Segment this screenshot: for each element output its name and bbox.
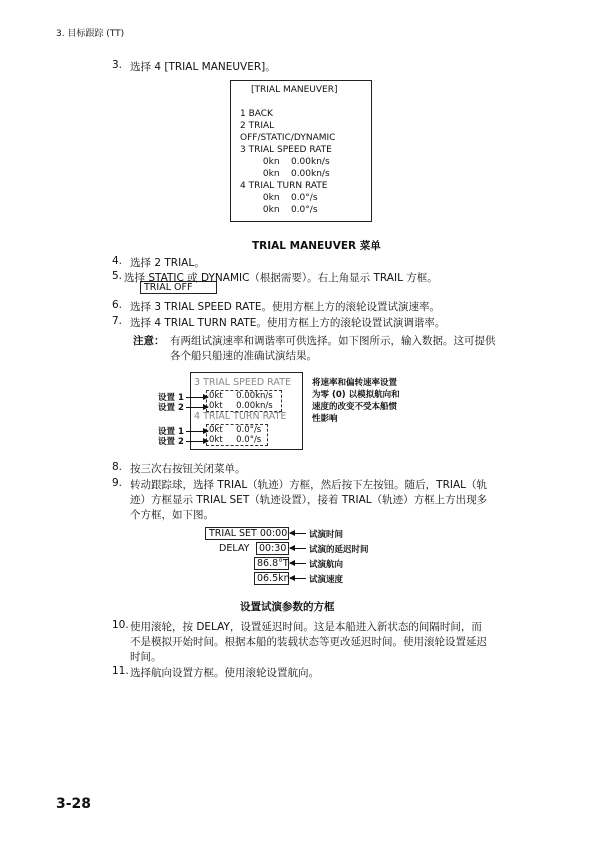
step-8-number: 8. xyxy=(112,461,123,473)
step-5-text: 选择 STATIC 或 DYNAMIC（根据需要）。右上角显示 TRAIL 方框。 xyxy=(124,272,438,284)
label-set2-turn: 设置 2 xyxy=(158,437,184,447)
arrow-set1-turn xyxy=(186,431,208,432)
label-trial-delay: 试演的延迟时间 xyxy=(309,545,369,555)
fig-note-line-3: 速度的改变不受本船惯 xyxy=(312,402,398,412)
trial-maneuver-menu xyxy=(230,80,372,222)
step-6-number: 6. xyxy=(112,299,123,311)
menu-item-turn-rate: 4 TRIAL TURN RATE xyxy=(240,181,328,191)
menu-title: [TRIAL MANEUVER] xyxy=(251,85,338,95)
step-9-line-3: 个方框，如下图。 xyxy=(130,509,214,521)
arrow-speed xyxy=(290,578,306,579)
arrow-set2-speed xyxy=(186,407,208,408)
course-box: 86.8°T xyxy=(254,557,289,570)
label-trial-speed: 试演速度 xyxy=(309,575,344,585)
step-10-line-3: 时间。 xyxy=(130,651,162,663)
step-3-text: 选择 4 [TRIAL MANEUVER]。 xyxy=(130,61,276,73)
turn-row-2: 0kt 0.0°/s xyxy=(209,435,262,445)
note-line-1: 有两组试演速率和调谐率可供选择。如下图所示，输入数据。这可提供 xyxy=(170,335,496,347)
arrow-delay xyxy=(290,548,306,549)
fig-turn-title: 4 TRIAL TURN RATE xyxy=(194,411,287,422)
step-4-text: 选择 2 TRIAL。 xyxy=(130,257,205,269)
step-8-text: 按三次右按钮关闭菜单。 xyxy=(130,463,246,475)
fig2-caption: 设置试演参数的方框 xyxy=(240,601,335,613)
delay-box: 00:30 xyxy=(256,542,289,555)
step-11-text: 选择航向设置方框。使用滚轮设置航向。 xyxy=(130,667,319,679)
fig-note-line-4: 性影响 xyxy=(312,414,338,424)
menu-speed-row-2: 0kn 0.00kn/s xyxy=(240,169,330,179)
speed-row-1: 0kt 0.00kn/s xyxy=(209,391,273,401)
step-10-line-2: 不是模拟开始时间。根据本船的装载状态等更改延迟时间。使用滚轮设置延迟 xyxy=(130,636,487,648)
label-set1-turn: 设置 1 xyxy=(158,427,184,437)
step-6-text: 选择 3 TRIAL SPEED RATE。使用方框上方的滚轮设置试演速率。 xyxy=(130,301,441,313)
label-set2-speed: 设置 2 xyxy=(158,403,184,413)
menu-item-back: 1 BACK xyxy=(240,109,273,119)
menu-caption: TRIAL MANEUVER 菜单 xyxy=(252,240,381,252)
step-7-number: 7. xyxy=(112,315,123,327)
step-10-number: 10. xyxy=(112,619,129,631)
fig-speed-title: 3 TRIAL SPEED RATE xyxy=(194,377,291,388)
note-label: 注意： xyxy=(133,335,165,347)
step-9-number: 9. xyxy=(112,477,123,489)
arrow-set2-turn xyxy=(186,441,208,442)
menu-item-trial: 2 TRIAL xyxy=(240,121,275,131)
step-4-number: 4. xyxy=(112,255,123,267)
trial-off-box: TRIAL OFF xyxy=(140,281,217,294)
turn-row-1: 0kt 0.0°/s xyxy=(209,425,262,435)
menu-turn-row-2: 0kn 0.0°/s xyxy=(240,205,318,215)
arrow-course xyxy=(290,563,306,564)
step-5-number: 5. xyxy=(112,270,123,282)
menu-item-speed-rate: 3 TRIAL SPEED RATE xyxy=(240,145,332,155)
menu-speed-row-1: 0kn 0.00kn/s xyxy=(240,157,330,167)
speed-row-2: 0kt 0.00kn/s xyxy=(209,401,273,411)
speed-box: 06.5kn xyxy=(254,572,289,585)
label-trial-course: 试演航向 xyxy=(309,560,344,570)
arrow-set1-speed xyxy=(186,397,208,398)
menu-item-trial-options: OFF/STATIC/DYNAMIC xyxy=(240,133,336,143)
step-10-line-1: 使用滚轮，按 DELAY，设置延迟时间。这是本船进入新状态的间隔时间，而 xyxy=(130,621,482,633)
step-9-line-1: 转动跟踪球，选择 TRIAL（轨迹）方框，然后按下左按钮。随后，TRIAL（轨 xyxy=(130,479,488,491)
page-number: 3-28 xyxy=(56,796,92,812)
page-header: 3. 目标跟踪 (TT) xyxy=(56,29,125,39)
fig-note-line-1: 将速率和偏转速率设置 xyxy=(312,378,398,388)
delay-label: DELAY xyxy=(219,543,250,554)
fig-note-line-2: 为零 (0) 以模拟航向和 xyxy=(312,390,400,400)
menu-turn-row-1: 0kn 0.0°/s xyxy=(240,193,318,203)
label-set1-speed: 设置 1 xyxy=(158,393,184,403)
note-line-2: 各个船只船速的准确试演结果。 xyxy=(170,350,317,362)
step-11-number: 11. xyxy=(112,665,129,677)
arrow-trial-time xyxy=(290,533,306,534)
step-9-line-2: 迹）方框显示 TRIAL SET（轨迹设置），接着 TRIAL（轨迹）方框上方出现多 xyxy=(130,494,488,506)
step-7-text: 选择 4 TRIAL TURN RATE。使用方框上方的滚轮设置试演调谐率。 xyxy=(130,317,446,329)
label-trial-time: 试演时间 xyxy=(309,530,344,540)
trial-set-box: TRIAL SET 00:00 xyxy=(205,527,289,540)
step-3-number: 3. xyxy=(112,59,123,71)
